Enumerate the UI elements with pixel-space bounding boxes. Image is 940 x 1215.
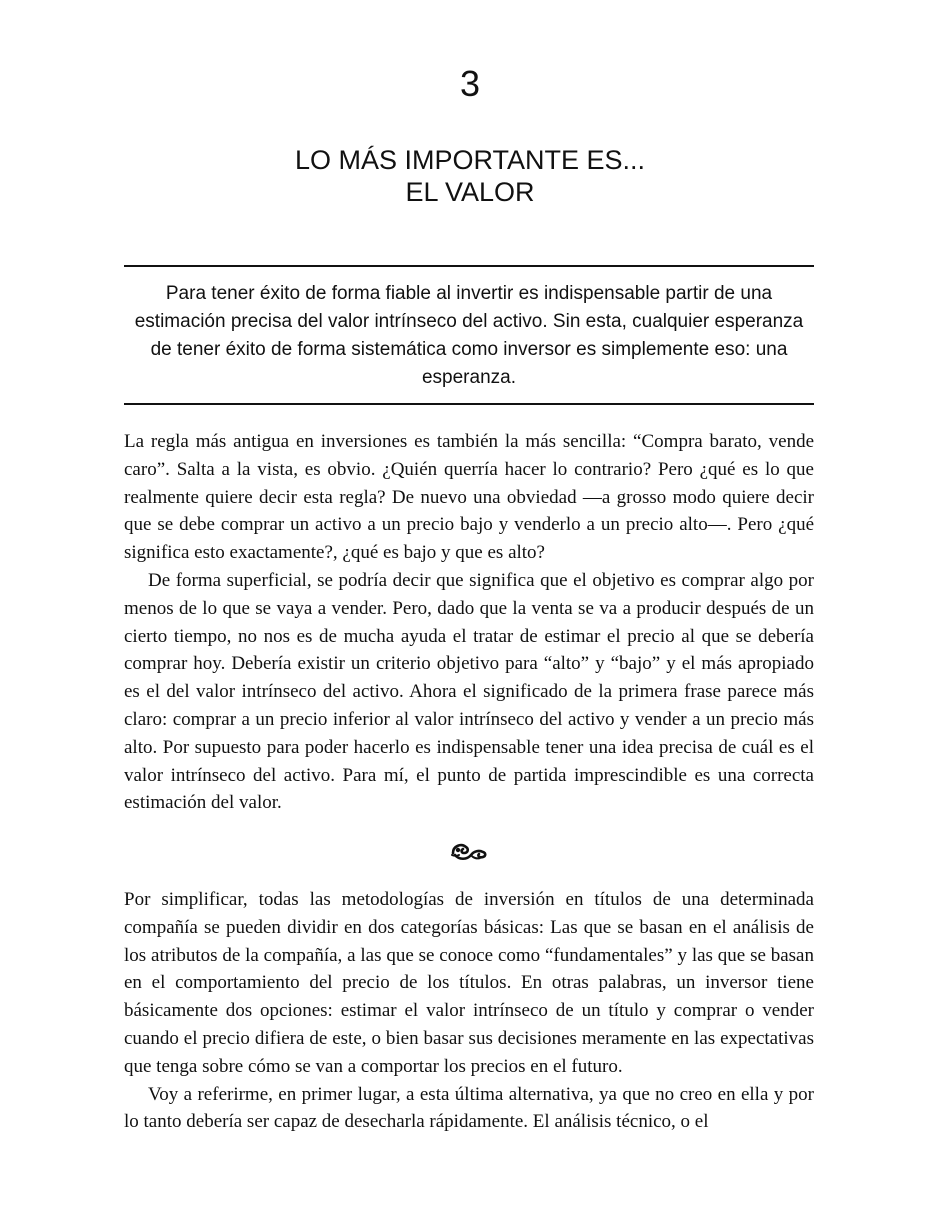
paragraph: De forma superficial, se podría decir que significa que el objetivo es comprar algo por menos de lo que se vaya a vender. Pero, dado que la venta se va a producir después de un cierto tiempo, no nos es de mucha ayuda el tratar de estimar el precio al que se debería comprar hoy. Debería existir un criterio objetivo para “alto” y “bajo” y el más apropiado es el del valor intrínseco del activo. Ahora el significado de la primera frase parece más claro: comprar a un precio inferior al valor intrínseco del activo y vender a un precio más alto. Por supuesto para poder hacerlo es indispensable tener una idea precisa de cuál es el valor intrínseco del activo. Para mí, el punto de partida imprescindible es una correcta estimación del valor. <box>124 569 814 814</box>
paragraph: Voy a referirme, en primer lugar, a esta última alternativa, ya que no creo en ella y por lo tanto debería ser capaz de desecharla rápidamente. El análisis técnico, o el <box>124 1083 814 1133</box>
chapter-title-line-2: EL VALOR <box>405 177 535 207</box>
chapter-number: 3 <box>459 63 481 104</box>
paragraph: Por simplificar, todas las metodologías de inversión en títulos de una determinada compañía se pueden dividir en dos categorías básicas: Las que se basan en el análisis de los atributos de la compañía, a las que se conoce como “fundamentales” y las que se basan en el comportamiento del precio de los títulos. En otras palabras, un inversor tiene básicamente dos opciones: estimar el valor intrínseco de un título y comprar o vender cuando el precio difiera de este, o bien basar sus decisiones meramente en las expectativas que tenga sobre cómo se van a comportar los precios en el futuro. <box>124 889 814 1077</box>
epigraph-top-rule <box>124 265 814 267</box>
fleuron-icon <box>449 838 489 864</box>
section-2-body <box>124 886 814 1136</box>
epigraph-quote: Para tener éxito de forma fiable al invertir es indispensable partir de una estimación precisa del valor intrínseco del activo. Sin esta, cualquier esperanza de tener éxito de forma sistemática como inversor es simplemente eso: una esperanza. <box>134 283 804 388</box>
epigraph-bottom-rule <box>124 403 814 405</box>
chapter-title <box>0 144 940 208</box>
chapter-title-line-1: LO MÁS IMPORTANTE ES... <box>294 145 646 175</box>
section-1-body <box>124 428 814 817</box>
paragraph: La regla más antigua en inversiones es también la más sencilla: “Compra barato, vende caro”. Salta a la vista, es obvio. ¿Quién querría hacer lo contrario? Pero ¿qué es lo que realmente quiere decir esta regla? De nuevo una obviedad —a grosso modo quiere decir que se debe comprar un activo a un precio bajo y venderlo a un precio alto—. Pero ¿qué significa esto exactamente?, ¿qué es bajo y que es alto? <box>124 431 814 564</box>
